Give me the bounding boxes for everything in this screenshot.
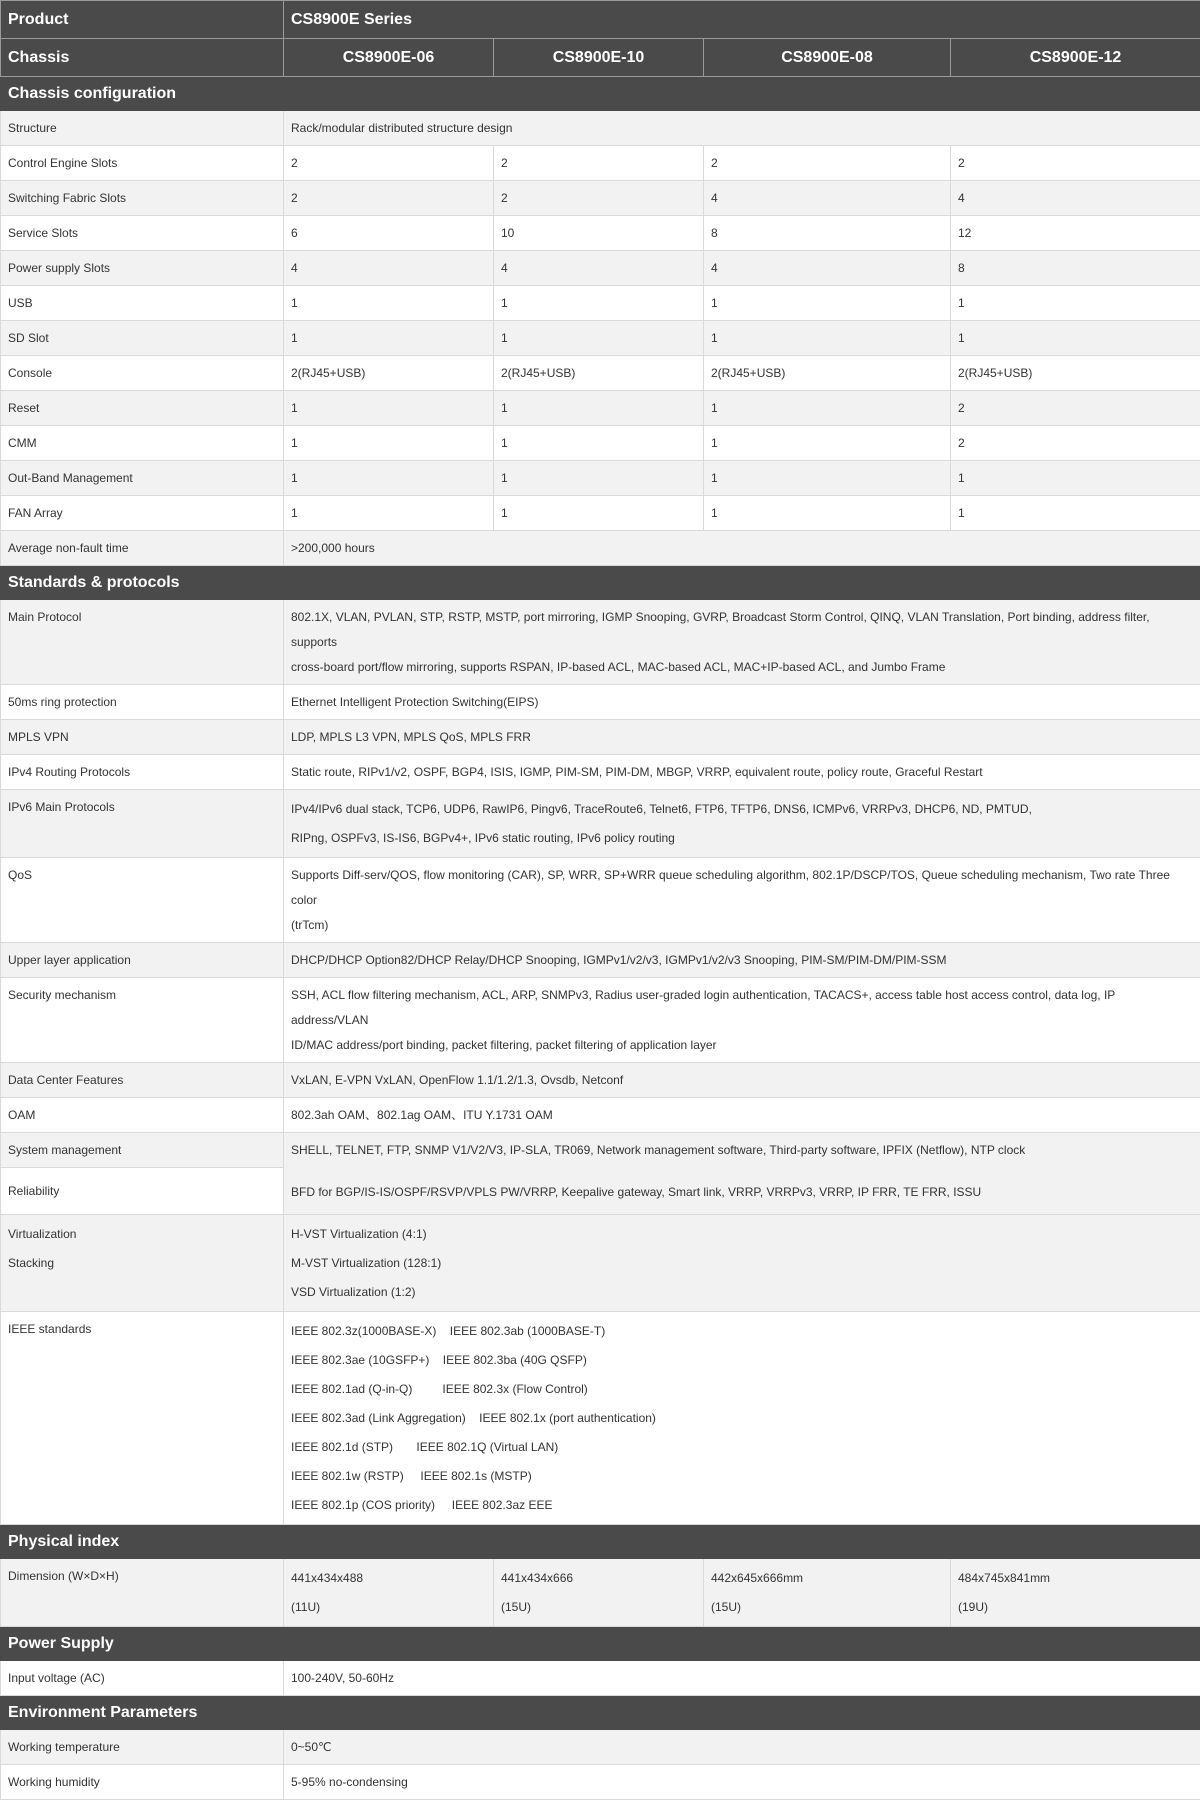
text-line: IEEE 802.1p (COS priority) IEEE 802.3az EEE [291, 1491, 1193, 1520]
row-label: Input voltage (AC) [1, 1661, 284, 1696]
row-value [284, 1312, 1200, 1525]
cell-value: 2 [494, 146, 704, 181]
section-title: Standards & protocols [1, 566, 1200, 600]
table-row [1, 426, 1200, 461]
cell-value: 2 [284, 146, 494, 181]
cell-value: 1 [951, 286, 1200, 321]
section-physical [1, 1525, 1200, 1559]
cell-value [951, 1559, 1200, 1627]
table-row [1, 1215, 1200, 1312]
row-value: >200,000 hours [284, 531, 1200, 566]
row-value [284, 858, 1200, 943]
table-row [1, 356, 1200, 391]
row-value [284, 790, 1200, 858]
row-value: DHCP/DHCP Option82/DHCP Relay/DHCP Snooping, IGMPv1/v2/v3, IGMPv1/v2/v3 Snooping, PIM-SM/PIM-DM/PIM-SSM [284, 943, 1200, 978]
row-label: Console [1, 356, 284, 391]
row-label: MPLS VPN [1, 720, 284, 755]
cell-value: 1 [494, 426, 704, 461]
table-row [1, 1765, 1200, 1800]
row-label: Data Center Features [1, 1063, 284, 1098]
row-label: 50ms ring protection [1, 685, 284, 720]
cell-value: 8 [704, 216, 951, 251]
text-line: (15U) [501, 1593, 696, 1622]
cell-value: 6 [284, 216, 494, 251]
row-value [284, 978, 1200, 1063]
row-label: IPv4 Routing Protocols [1, 755, 284, 790]
cell-value: 1 [284, 286, 494, 321]
row-label: Control Engine Slots [1, 146, 284, 181]
table-row [1, 146, 1200, 181]
text-line: IPv4/IPv6 dual stack, TCP6, UDP6, RawIP6, Pingv6, TraceRoute6, Telnet6, FTP6, TFTP6, DNS6, ICMPv6, VRRPv3, DHCP6, ND, PMTUD, [291, 795, 1193, 824]
row-label: FAN Array [1, 496, 284, 531]
text-line: M-VST Virtualization (128:1) [291, 1249, 1193, 1278]
text-line: ID/MAC address/port binding, packet filtering, packet filtering of application layer [291, 1033, 1193, 1058]
row-value [284, 600, 1200, 685]
text-line: IEEE 802.1ad (Q-in-Q) IEEE 802.3x (Flow Control) [291, 1375, 1193, 1404]
cell-value: 4 [704, 251, 951, 286]
text-line: IEEE 802.1w (RSTP) IEEE 802.1s (MSTP) [291, 1462, 1193, 1491]
text-line: BFD for BGP/IS-IS/OSPF/RSVP/VPLS PW/VRRP, Keepalive gateway, Smart link, VRRP, VRRPv3, VRRP, IP FRR, TE FRR, ISSU [291, 1179, 1193, 1205]
row-value [284, 1133, 1200, 1215]
table-row [1, 111, 1200, 146]
text-line: (15U) [711, 1593, 943, 1622]
section-power [1, 1627, 1200, 1661]
section-title: Chassis configuration [1, 77, 1200, 111]
table-row [1, 251, 1200, 286]
cell-value: 1 [284, 461, 494, 496]
text-line: SSH, ACL flow filtering mechanism, ACL, ARP, SNMPv3, Radius user-graded login authentication, TACACS+, access table host access control, data log, IP address/VLAN [291, 983, 1193, 1033]
row-label: Dimension (W×D×H) [1, 1559, 284, 1627]
row-value: Rack/modular distributed structure design [284, 111, 1200, 146]
row-label: Upper layer application [1, 943, 284, 978]
row-value: VxLAN, E-VPN VxLAN, OpenFlow 1.1/1.2/1.3, Ovsdb, Netconf [284, 1063, 1200, 1098]
table-row [1, 1730, 1200, 1765]
cell-value: 1 [704, 321, 951, 356]
cell-value: 4 [494, 251, 704, 286]
row-value: 0~50℃ [284, 1730, 1200, 1765]
product-value: CS8900E Series [284, 1, 1200, 39]
row-label: SD Slot [1, 321, 284, 356]
row-label: Working temperature [1, 1730, 284, 1765]
table-row [1, 790, 1200, 858]
cell-value: 1 [704, 286, 951, 321]
row-label: System management [1, 1133, 284, 1168]
cell-value: 4 [951, 181, 1200, 216]
row-label: IPv6 Main Protocols [1, 790, 284, 858]
row-label: Power supply Slots [1, 251, 284, 286]
table-row [1, 1661, 1200, 1696]
cell-value [704, 1559, 951, 1627]
row-label: OAM [1, 1098, 284, 1133]
row-label: IEEE standards [1, 1312, 284, 1525]
row-label: QoS [1, 858, 284, 943]
cell-value: 4 [284, 251, 494, 286]
model-cs8900e-12: CS8900E-12 [951, 39, 1200, 77]
model-cs8900e-06: CS8900E-06 [284, 39, 494, 77]
cell-value: 1 [284, 321, 494, 356]
table-row [1, 1559, 1200, 1627]
row-value: 100-240V, 50-60Hz [284, 1661, 1200, 1696]
table-row [1, 531, 1200, 566]
row-label: Security mechanism [1, 978, 284, 1063]
table-row [1, 1063, 1200, 1098]
table-row [1, 181, 1200, 216]
table-row [1, 943, 1200, 978]
cell-value: 1 [704, 496, 951, 531]
text-line: SHELL, TELNET, FTP, SNMP V1/V2/V3, IP-SLA, TR069, Network management software, Third-party software, IPFIX (Netflow), NTP clock [291, 1137, 1193, 1163]
table-row [1, 1133, 1200, 1168]
text-line: VSD Virtualization (1:2) [291, 1278, 1193, 1307]
row-label: Reset [1, 391, 284, 426]
chassis-row [1, 39, 1200, 77]
text-line: 442x645x666mm [711, 1564, 943, 1593]
cell-value: 12 [951, 216, 1200, 251]
product-row [1, 1, 1200, 39]
row-label [1, 1215, 284, 1312]
row-value: 5-95% no-condensing [284, 1765, 1200, 1800]
cell-value: 1 [494, 286, 704, 321]
label-line: Virtualization [8, 1220, 276, 1249]
cell-value: 8 [951, 251, 1200, 286]
model-cs8900e-10: CS8900E-10 [494, 39, 704, 77]
cell-value [494, 1559, 704, 1627]
cell-value: 1 [951, 321, 1200, 356]
table-row [1, 391, 1200, 426]
text-line: 802.1X, VLAN, PVLAN, STP, RSTP, MSTP, port mirroring, IGMP Snooping, GVRP, Broadcast Storm Control, QINQ, VLAN Translation, Port binding, address filter, supports [291, 605, 1193, 655]
table-row [1, 1312, 1200, 1525]
section-chassis-config [1, 77, 1200, 111]
cell-value: 2 [704, 146, 951, 181]
cell-value: 2 [951, 146, 1200, 181]
product-label: Product [1, 1, 284, 39]
text-line: 441x434x666 [501, 1564, 696, 1593]
row-value: LDP, MPLS L3 VPN, MPLS QoS, MPLS FRR [284, 720, 1200, 755]
cell-value: 1 [284, 391, 494, 426]
section-title: Environment Parameters [1, 1696, 1200, 1730]
text-line: (19U) [958, 1593, 1193, 1622]
cell-value: 2 [951, 391, 1200, 426]
cell-value: 2(RJ45+USB) [951, 356, 1200, 391]
cell-value: 2 [494, 181, 704, 216]
text-line: Supports Diff-serv/QOS, flow monitoring (CAR), SP, WRR, SP+WRR queue scheduling algorithm, 802.1P/DSCP/TOS, Queue scheduling mechanism, Two rate Three color [291, 863, 1193, 913]
cell-value: 1 [494, 321, 704, 356]
cell-value: 2(RJ45+USB) [704, 356, 951, 391]
table-row [1, 496, 1200, 531]
text-line: RIPng, OSPFv3, IS-IS6, BGPv4+, IPv6 static routing, IPv6 policy routing [291, 824, 1193, 853]
text-line: 484x745x841mm [958, 1564, 1193, 1593]
cell-value: 1 [704, 391, 951, 426]
cell-value: 10 [494, 216, 704, 251]
table-row [1, 685, 1200, 720]
row-value: 802.3ah OAM、802.1ag OAM、ITU Y.1731 OAM [284, 1098, 1200, 1133]
text-line: cross-board port/flow mirroring, supports RSPAN, IP-based ACL, MAC-based ACL, MAC+IP-based ACL, and Jumbo Frame [291, 655, 1193, 680]
text-line: (11U) [291, 1593, 486, 1622]
row-label: Service Slots [1, 216, 284, 251]
row-label: Average non-fault time [1, 531, 284, 566]
text-line: IEEE 802.3ad (Link Aggregation) IEEE 802.1x (port authentication) [291, 1404, 1193, 1433]
cell-value: 4 [704, 181, 951, 216]
table-row [1, 978, 1200, 1063]
table-row [1, 858, 1200, 943]
row-value: Ethernet Intelligent Protection Switching(EIPS) [284, 685, 1200, 720]
table-row [1, 1098, 1200, 1133]
table-row [1, 216, 1200, 251]
row-value [284, 1215, 1200, 1312]
cell-value: 2(RJ45+USB) [494, 356, 704, 391]
row-label: Reliability [1, 1168, 284, 1215]
cell-value: 1 [284, 496, 494, 531]
row-label: Main Protocol [1, 600, 284, 685]
row-value: Static route, RIPv1/v2, OSPF, BGP4, ISIS, IGMP, PIM-SM, PIM-DM, MBGP, VRRP, equivalent route, policy route, Graceful Restart [284, 755, 1200, 790]
row-label: CMM [1, 426, 284, 461]
section-standards [1, 566, 1200, 600]
row-label: Structure [1, 111, 284, 146]
text-line: IEEE 802.1d (STP) IEEE 802.1Q (Virtual LAN) [291, 1433, 1193, 1462]
text-line: 441x434x488 [291, 1564, 486, 1593]
cell-value: 1 [284, 426, 494, 461]
text-line: (trTcm) [291, 913, 1193, 938]
chassis-label: Chassis [1, 39, 284, 77]
label-line: Stacking [8, 1249, 276, 1278]
cell-value: 1 [494, 461, 704, 496]
table-row [1, 720, 1200, 755]
row-label: Working humidity [1, 1765, 284, 1800]
cell-value: 2 [284, 181, 494, 216]
cell-value [284, 1559, 494, 1627]
row-label: Out-Band Management [1, 461, 284, 496]
model-cs8900e-08: CS8900E-08 [704, 39, 951, 77]
text-line: H-VST Virtualization (4:1) [291, 1220, 1193, 1249]
text-line: IEEE 802.3z(1000BASE-X) IEEE 802.3ab (1000BASE-T) [291, 1317, 1193, 1346]
table-row [1, 600, 1200, 685]
cell-value: 1 [494, 496, 704, 531]
cell-value: 2(RJ45+USB) [284, 356, 494, 391]
table-row [1, 321, 1200, 356]
cell-value: 1 [704, 426, 951, 461]
table-row [1, 286, 1200, 321]
cell-value: 2 [951, 426, 1200, 461]
row-label: Switching Fabric Slots [1, 181, 284, 216]
row-label: USB [1, 286, 284, 321]
table-row [1, 461, 1200, 496]
cell-value: 1 [704, 461, 951, 496]
text-line: IEEE 802.3ae (10GSFP+) IEEE 802.3ba (40G QSFP) [291, 1346, 1193, 1375]
cell-value: 1 [951, 461, 1200, 496]
section-title: Power Supply [1, 1627, 1200, 1661]
table-row [1, 755, 1200, 790]
section-title: Physical index [1, 1525, 1200, 1559]
cell-value: 1 [494, 391, 704, 426]
cell-value: 1 [951, 496, 1200, 531]
